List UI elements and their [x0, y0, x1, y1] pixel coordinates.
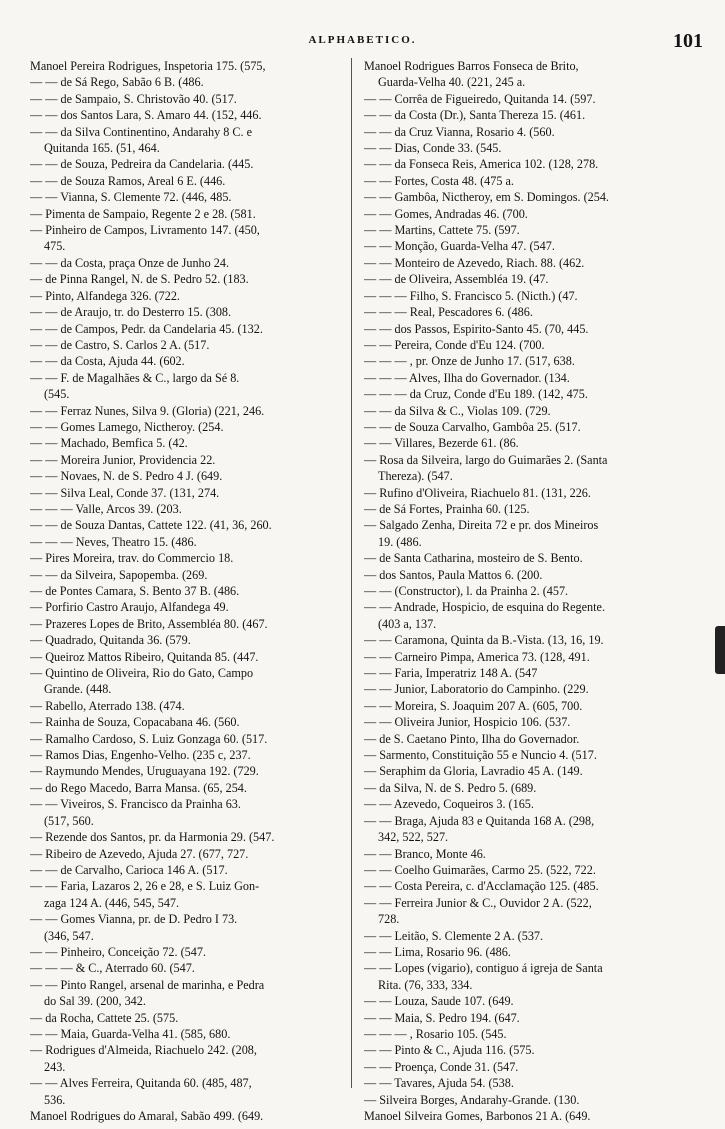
directory-entry: — — Gomes Lamego, Nictheroy. (254. — [30, 419, 224, 434]
directory-entry: — — Tavares, Ajuda 54. (538. — [364, 1076, 514, 1091]
directory-entry: — — Moreira Junior, Providencia 22. — [30, 452, 216, 467]
directory-entry: — — Louza, Saude 107. (649. — [364, 994, 514, 1009]
page-number: 101 — [673, 30, 703, 52]
directory-entry: — Pires Moreira, trav. do Commercio 18. — [30, 551, 234, 566]
directory-entry-continuation: zaga 124 A. (446, 545, 547. — [44, 895, 180, 910]
directory-entry: — — Faria, Lazaros 2, 26 e 28, e S. Luiz Gon- — [30, 879, 260, 894]
directory-entry-continuation: Guarda-Velha 40. (221, 245 a. — [378, 75, 526, 90]
directory-entry: — de Pinna Rangel, N. de S. Pedro 52. (183. — [30, 272, 249, 287]
directory-entry: Manoel Pereira Rodrigues, Inspetoria 175. (575, — [30, 59, 266, 73]
directory-entry-continuation: 475. — [44, 239, 66, 254]
directory-entry: — de Pontes Camara, S. Bento 37 B. (486. — [30, 584, 240, 598]
directory-entry: — — — Real, Pescadores 6. (486. — [364, 305, 533, 320]
directory-entry: — — Viveiros, S. Francisco da Prainha 63. — [30, 797, 241, 812]
directory-entry: — — da Silva & C., Violas 109. (729. — [364, 403, 551, 418]
directory-entry: — — dos Santos Lara, S. Amaro 44. (152, 446. — [30, 108, 262, 123]
directory-entry: — Quintino de Oliveira, Rio do Gato, Campo — [30, 666, 254, 681]
directory-entry: — Rainha de Souza, Copacabana 46. (560. — [30, 715, 240, 730]
directory-entry-continuation: do Sal 39. (200, 342. — [44, 994, 146, 1009]
running-title: ALPHABETICO. — [308, 34, 417, 46]
directory-entry: — Raymundo Mendes, Uruguayana 192. (729. — [30, 764, 259, 779]
right-column — [364, 58, 709, 1124]
directory-entry: — — — Valle, Arcos 39. (203. — [30, 501, 182, 516]
directory-entry: — — — , pr. Onze de Junho 17. (517, 638. — [364, 354, 575, 369]
directory-entry: — — Maia, S. Pedro 194. (647. — [364, 1010, 520, 1025]
directory-entry: — — — & C., Aterrado 60. (547. — [30, 961, 195, 976]
directory-entry: — — — da Cruz, Conde d'Eu 189. (142, 475. — [364, 387, 588, 402]
directory-entry: — Queiroz Mattos Ribeiro, Quitanda 85. (447. — [30, 649, 259, 664]
directory-entry: — — — Alves, Ilha do Governador. (134. — [364, 370, 570, 385]
directory-entry: — — Monção, Guarda-Velha 47. (547. — [364, 239, 555, 254]
directory-entry: — — Dias, Conde 33. (545. — [364, 141, 502, 156]
directory-entry-continuation: 536. — [44, 1092, 66, 1107]
directory-entry-continuation: (545. — [44, 387, 70, 402]
directory-entry: — — Vianna, S. Clemente 72. (446, 485. — [30, 190, 232, 205]
directory-entry: — — Fortes, Costa 48. (475 a. — [364, 173, 514, 188]
directory-entry: — — Junior, Laboratorio do Campinho. (229. — [364, 682, 589, 697]
directory-entry-continuation: Quitanda 165. (51, 464. — [44, 141, 160, 156]
directory-entry: — — — Filho, S. Francisco 5. (Nicth.) (47. — [364, 288, 578, 303]
directory-entry: — de Sá Fortes, Prainha 60. (125. — [364, 501, 530, 516]
directory-entry: — — — Neves, Theatro 15. (486. — [30, 534, 197, 549]
directory-entry: — — da Silva Continentino, Andarahy 8 C. e — [30, 124, 253, 139]
directory-entry: — — Ferreira Junior & C., Ouvidor 2 A. (522, — [364, 895, 592, 910]
directory-entry: — — da Costa, praça Onze de Junho 24. — [30, 255, 230, 270]
directory-entry: — Seraphim da Gloria, Lavradio 45 A. (149. — [364, 764, 583, 779]
directory-entry: — — da Costa, Ajuda 44. (602. — [30, 354, 185, 369]
directory-entry: — — da Fonseca Reis, America 102. (128, 278. — [364, 157, 599, 172]
directory-entry: — Pinto, Alfandega 326. (722. — [30, 288, 180, 303]
directory-entry: — — de Souza Dantas, Cattete 122. (41, 36, 260. — [30, 518, 272, 533]
directory-entry: — Rezende dos Santos, pr. da Harmonia 29. (547. — [30, 830, 275, 845]
directory-entry: — — da Costa (Dr.), Santa Thereza 15. (461. — [364, 108, 586, 123]
directory-entry: — — de Souza Ramos, Areal 6 E. (446. — [30, 173, 226, 188]
directory-entry: — da Silva, N. de S. Pedro 5. (689. — [364, 780, 537, 795]
directory-entry: — — Branco, Monte 46. — [364, 846, 486, 861]
directory-entry: — — Martins, Cattete 75. (597. — [364, 223, 520, 238]
directory-entry: — — Moreira, S. Joaquim 207 A. (605, 700. — [364, 698, 583, 713]
directory-entry: — — Carneiro Pimpa, America 73. (128, 491. — [364, 649, 590, 664]
directory-entry: — — Proença, Conde 31. (547. — [364, 1059, 519, 1074]
directory-entry: — — Gambôa, Nictheroy, em S. Domingos. (254. — [364, 190, 609, 205]
directory-entry: — — Alves Ferreira, Quitanda 60. (485, 487, — [30, 1076, 252, 1091]
directory-entry: — — Maia, Guarda-Velha 41. (585, 680. — [30, 1026, 231, 1041]
directory-entry: — — da Cruz Vianna, Rosario 4. (560. — [364, 124, 555, 139]
directory-entry: Manoel Rodrigues do Amaral, Sabão 499. (649. — [30, 1109, 264, 1123]
directory-entry: — — Costa Pereira, c. d'Acclamação 125. (485. — [364, 879, 599, 894]
directory-entry-continuation: 19. (486. — [378, 534, 422, 549]
directory-entry: — Ramos Dias, Engenho-Velho. (235 c, 237. — [30, 748, 251, 763]
directory-entry: — Rabello, Aterrado 138. (474. — [30, 698, 185, 713]
directory-entry: — — Pinto & C., Ajuda 116. (575. — [364, 1043, 535, 1058]
directory-entry: — — Machado, Bemfica 5. (42. — [30, 436, 188, 451]
directory-entry: — — Gomes, Andradas 46. (700. — [364, 206, 528, 221]
directory-entry: — — de Souza, Pedreira da Candelaria. (445. — [30, 157, 254, 172]
left-column — [30, 58, 355, 1124]
directory-entry: — — de Campos, Pedr. da Candelaria 45. (132. — [30, 321, 263, 336]
directory-entry: — — Oliveira Junior, Hospicio 106. (537. — [364, 715, 571, 730]
directory-entry: — de Santa Catharina, mosteiro de S. Bento. — [364, 551, 583, 566]
directory-entry: — — Monteiro de Azevedo, Riach. 88. (462. — [364, 255, 585, 270]
directory-entry: — — Azevedo, Coqueiros 3. (165. — [364, 797, 534, 812]
directory-entry: — — Pinto Rangel, arsenal de marinha, e Pedra — [30, 977, 265, 992]
page-header — [0, 30, 725, 52]
directory-entry: — — de Souza Carvalho, Gambôa 25. (517. — [364, 419, 581, 434]
directory-entry: — — de Sá Rego, Sabão 6 B. (486. — [30, 75, 204, 90]
directory-entry: — Pinheiro de Campos, Livramento 147. (450, — [30, 223, 260, 238]
page-edge-mark — [715, 626, 725, 674]
directory-entry-continuation: 342, 522, 527. — [378, 830, 449, 845]
directory-entry: — Rufino d'Oliveira, Riachuelo 81. (131, 226. — [364, 485, 591, 500]
directory-entry: — — F. de Magalhães & C., largo da Sé 8. — [30, 370, 240, 385]
directory-entry: — — dos Passos, Espirito-Santo 45. (70, 445. — [364, 321, 589, 336]
directory-entry: — — Coelho Guimarães, Carmo 25. (522, 722. — [364, 862, 596, 877]
directory-entry: — — Novaes, N. de S. Pedro 4 J. (649. — [30, 469, 223, 484]
directory-entry: — — de Castro, S. Carlos 2 A. (517. — [30, 337, 210, 352]
directory-entry: — Sarmento, Constituição 55 e Nuncio 4. (517. — [364, 748, 597, 763]
column-divider — [351, 58, 352, 1088]
directory-entry: — — Pereira, Conde d'Eu 124. (700. — [364, 337, 545, 352]
directory-entry-continuation: (346, 547. — [44, 928, 94, 943]
directory-entry: — — Leitão, S. Clemente 2 A. (537. — [364, 928, 544, 943]
directory-entry-continuation: Rita. (76, 333, 334. — [378, 977, 473, 992]
directory-entry: — — Lopes (vigario), contiguo á igreja de Santa — [364, 961, 603, 976]
directory-entry: — da Rocha, Cattete 25. (575. — [30, 1010, 179, 1025]
directory-entry: — Ribeiro de Azevedo, Ajuda 27. (677, 727. — [30, 846, 249, 861]
directory-entry: — — Faria, Imperatriz 148 A. (547 — [364, 666, 538, 681]
directory-entry: Manoel Rodrigues Barros Fonseca de Brito, — [364, 59, 579, 73]
directory-entry: — — Braga, Ajuda 83 e Quitanda 168 A. (298, — [364, 813, 595, 828]
directory-entry: — — (Constructor), l. da Prainha 2. (457. — [364, 584, 569, 598]
directory-entry: — — Villares, Bezerde 61. (86. — [364, 436, 519, 451]
directory-entry: — — Corrêa de Figueiredo, Quitanda 14. (597. — [364, 91, 596, 106]
directory-entry-continuation: Thereza). (547. — [378, 469, 453, 484]
directory-entry: — dos Santos, Paula Mattos 6. (200. — [364, 567, 543, 582]
directory-entry: — — Pinheiro, Conceição 72. (547. — [30, 944, 207, 959]
directory-entry-continuation: 728. — [378, 912, 400, 927]
directory-entry: — Pimenta de Sampaio, Regente 2 e 28. (581. — [30, 206, 256, 221]
directory-entry-continuation: (517, 560. — [44, 813, 94, 828]
directory-entry: — Porfirio Castro Araujo, Alfandega 49. — [30, 600, 229, 615]
directory-entry: Manoel Silveira Gomes, Barbonos 21 A. (649. — [364, 1109, 591, 1123]
directory-entry: — Ramalho Cardoso, S. Luiz Gonzaga 60. (517. — [30, 731, 268, 746]
directory-entry: — Rodrigues d'Almeida, Riachuelo 242. (208, — [30, 1043, 257, 1058]
directory-entry: — Silveira Borges, Andarahy-Grande. (130. — [364, 1092, 580, 1107]
directory-entry: — Rosa da Silveira, largo do Guimarães 2. (Santa — [364, 452, 608, 467]
directory-entry-continuation: (403 a, 137. — [378, 616, 437, 631]
directory-entry: — Salgado Zenha, Direita 72 e pr. dos Mineiros — [364, 518, 599, 533]
directory-entry: — — Gomes Vianna, pr. de D. Pedro I 73. — [30, 912, 238, 927]
directory-entry: — — de Araujo, tr. do Desterro 15. (308. — [30, 305, 232, 320]
directory-entry: — — Andrade, Hospicio, de esquina do Regente. — [364, 600, 605, 615]
directory-entry: — — Silva Leal, Conde 37. (131, 274. — [30, 485, 220, 500]
directory-entry: — — Caramona, Quinta da B.-Vista. (13, 16, 19. — [364, 633, 604, 648]
directory-entry: — do Rego Macedo, Barra Mansa. (65, 254. — [30, 780, 247, 795]
directory-entry-continuation: 243. — [44, 1059, 66, 1074]
directory-entry: — Prazeres Lopes de Brito, Assembléa 80. (467. — [30, 616, 268, 631]
directory-entry: — Quadrado, Quitanda 36. (579. — [30, 633, 191, 648]
directory-entry: — — Ferraz Nunes, Silva 9. (Gloria) (221, 246. — [30, 403, 265, 418]
directory-entry-continuation: Grande. (448. — [44, 682, 112, 697]
directory-entry: — — da Silveira, Sapopemba. (269. — [30, 567, 208, 582]
directory-entry: — de S. Caetano Pinto, Ilha do Governador. — [364, 731, 580, 746]
directory-entry: — — Lima, Rosario 96. (486. — [364, 944, 511, 959]
directory-entry: — — de Oliveira, Assembléa 19. (47. — [364, 272, 549, 287]
directory-entry: — — — , Rosario 105. (545. — [364, 1026, 507, 1041]
directory-entry: — — de Sampaio, S. Christovão 40. (517. — [30, 91, 237, 106]
directory-entry: — — de Carvalho, Carioca 146 A. (517. — [30, 862, 228, 877]
